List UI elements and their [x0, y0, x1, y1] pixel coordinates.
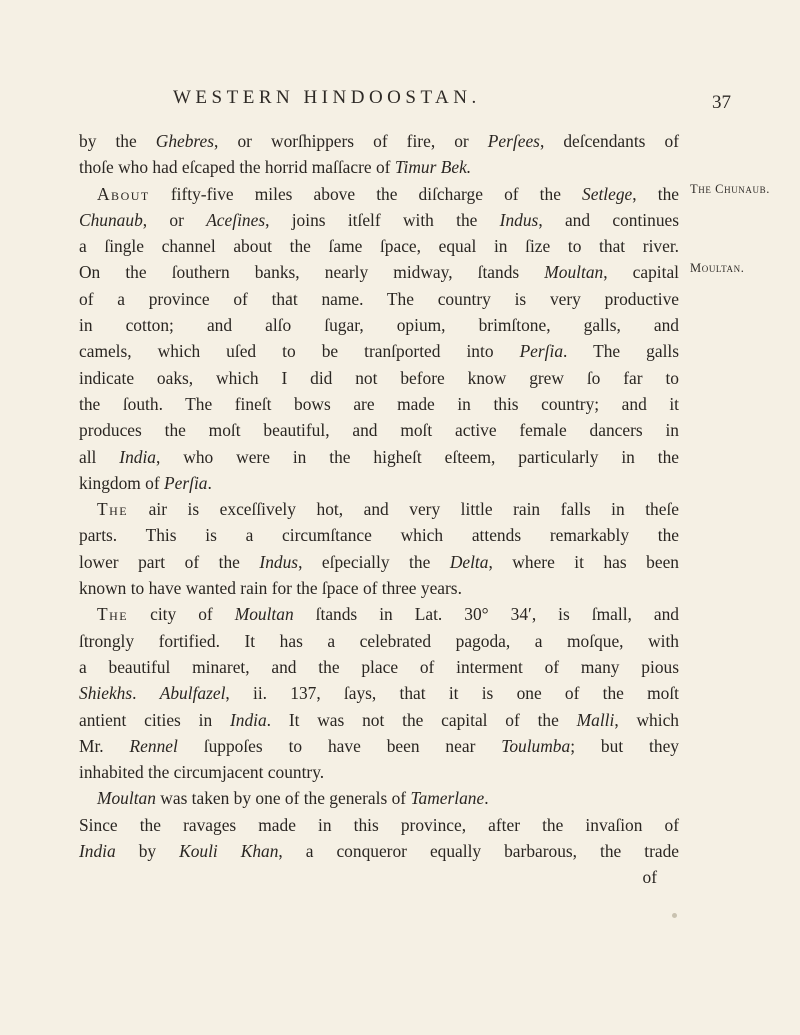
paragraph-start: The city of Moultan ſtands in Lat. 30° 34′, is ſmall, and	[97, 604, 679, 625]
text-line: India by Kouli Khan, a conqueror equally barbarous, the trade	[79, 841, 679, 862]
paragraph-start: Moultan was taken by one of the generals of Tamerlane.	[97, 788, 489, 809]
text-line: inhabited the circumjacent country.	[79, 762, 325, 783]
text-line: parts. This is a circumſtance which attends remarkably the	[79, 525, 679, 546]
text-line: indicate oaks, which I did not before know grew ſo far to	[79, 367, 679, 388]
margin-note-moultan: Moultan.	[690, 261, 745, 275]
text-line: On the ſouthern banks, nearly midway, ſtands Moultan, capital	[79, 262, 680, 283]
text-line: Since the ravages made in this province, after the invaſion of	[79, 814, 679, 835]
text-line: known to have wanted rain for the ſpace of three years.	[79, 578, 462, 599]
body-text	[79, 128, 679, 891]
running-header: WESTERN HINDOOSTAN.	[173, 87, 481, 108]
text-line: by the Ghebres, or worſhippers of fire, or Perſees, deſcendants of	[79, 131, 679, 151]
text-line: in cotton; and alſo ſugar, opium, brimſtone, galls, and	[79, 315, 679, 336]
text-line: Shiekhs. Abulfazel, ii. 137, ſays, that it is one of the moſt	[79, 683, 679, 704]
text-line: ſtrongly fortified. It has a celebrated pagoda, a moſque, with	[79, 630, 679, 651]
margin-note-chunaub: The Chunaub.	[690, 182, 770, 196]
paragraph-start: The air is exceſſively hot, and very little rain falls in theſe	[97, 499, 679, 520]
catchword: of	[642, 867, 657, 888]
text-line: kingdom of Perſia.	[79, 472, 212, 493]
text-line: camels, which uſed to be tranſported into Perſia. The galls	[79, 341, 679, 362]
text-line: thoſe who had eſcaped the horrid maſſacre of Timur Bek.	[79, 157, 472, 178]
text-line: all India, who were in the higheſt eſteem, particularly in the	[79, 446, 679, 467]
text-line: produces the moſt beautiful, and moſt active female dancers in	[79, 420, 679, 441]
paragraph-start: About fifty-five miles above the diſcharge of the Setlege, the	[97, 183, 679, 204]
paper-spot	[672, 913, 677, 918]
page-number: 37	[712, 92, 731, 113]
text-line: Chunaub, or Aceſines, joins itſelf with the Indus, and continues	[79, 209, 679, 230]
text-line: antient cities in India. It was not the capital of the Malli, which	[79, 709, 679, 730]
text-line: the ſouth. The fineſt bows are made in this country; and it	[79, 393, 679, 414]
text-line: lower part of the Indus, eſpecially the Delta, where it has been	[79, 551, 680, 572]
text-line: a beautiful minaret, and the place of interment of many pious	[79, 656, 679, 677]
text-line: a ſingle channel about the ſame ſpace, equal in ſize to that river.	[79, 236, 679, 257]
text-line: Mr. Rennel ſuppoſes to have been near Toulumba; but they	[79, 735, 679, 756]
text-line: of a province of that name. The country is very productive	[79, 288, 679, 309]
